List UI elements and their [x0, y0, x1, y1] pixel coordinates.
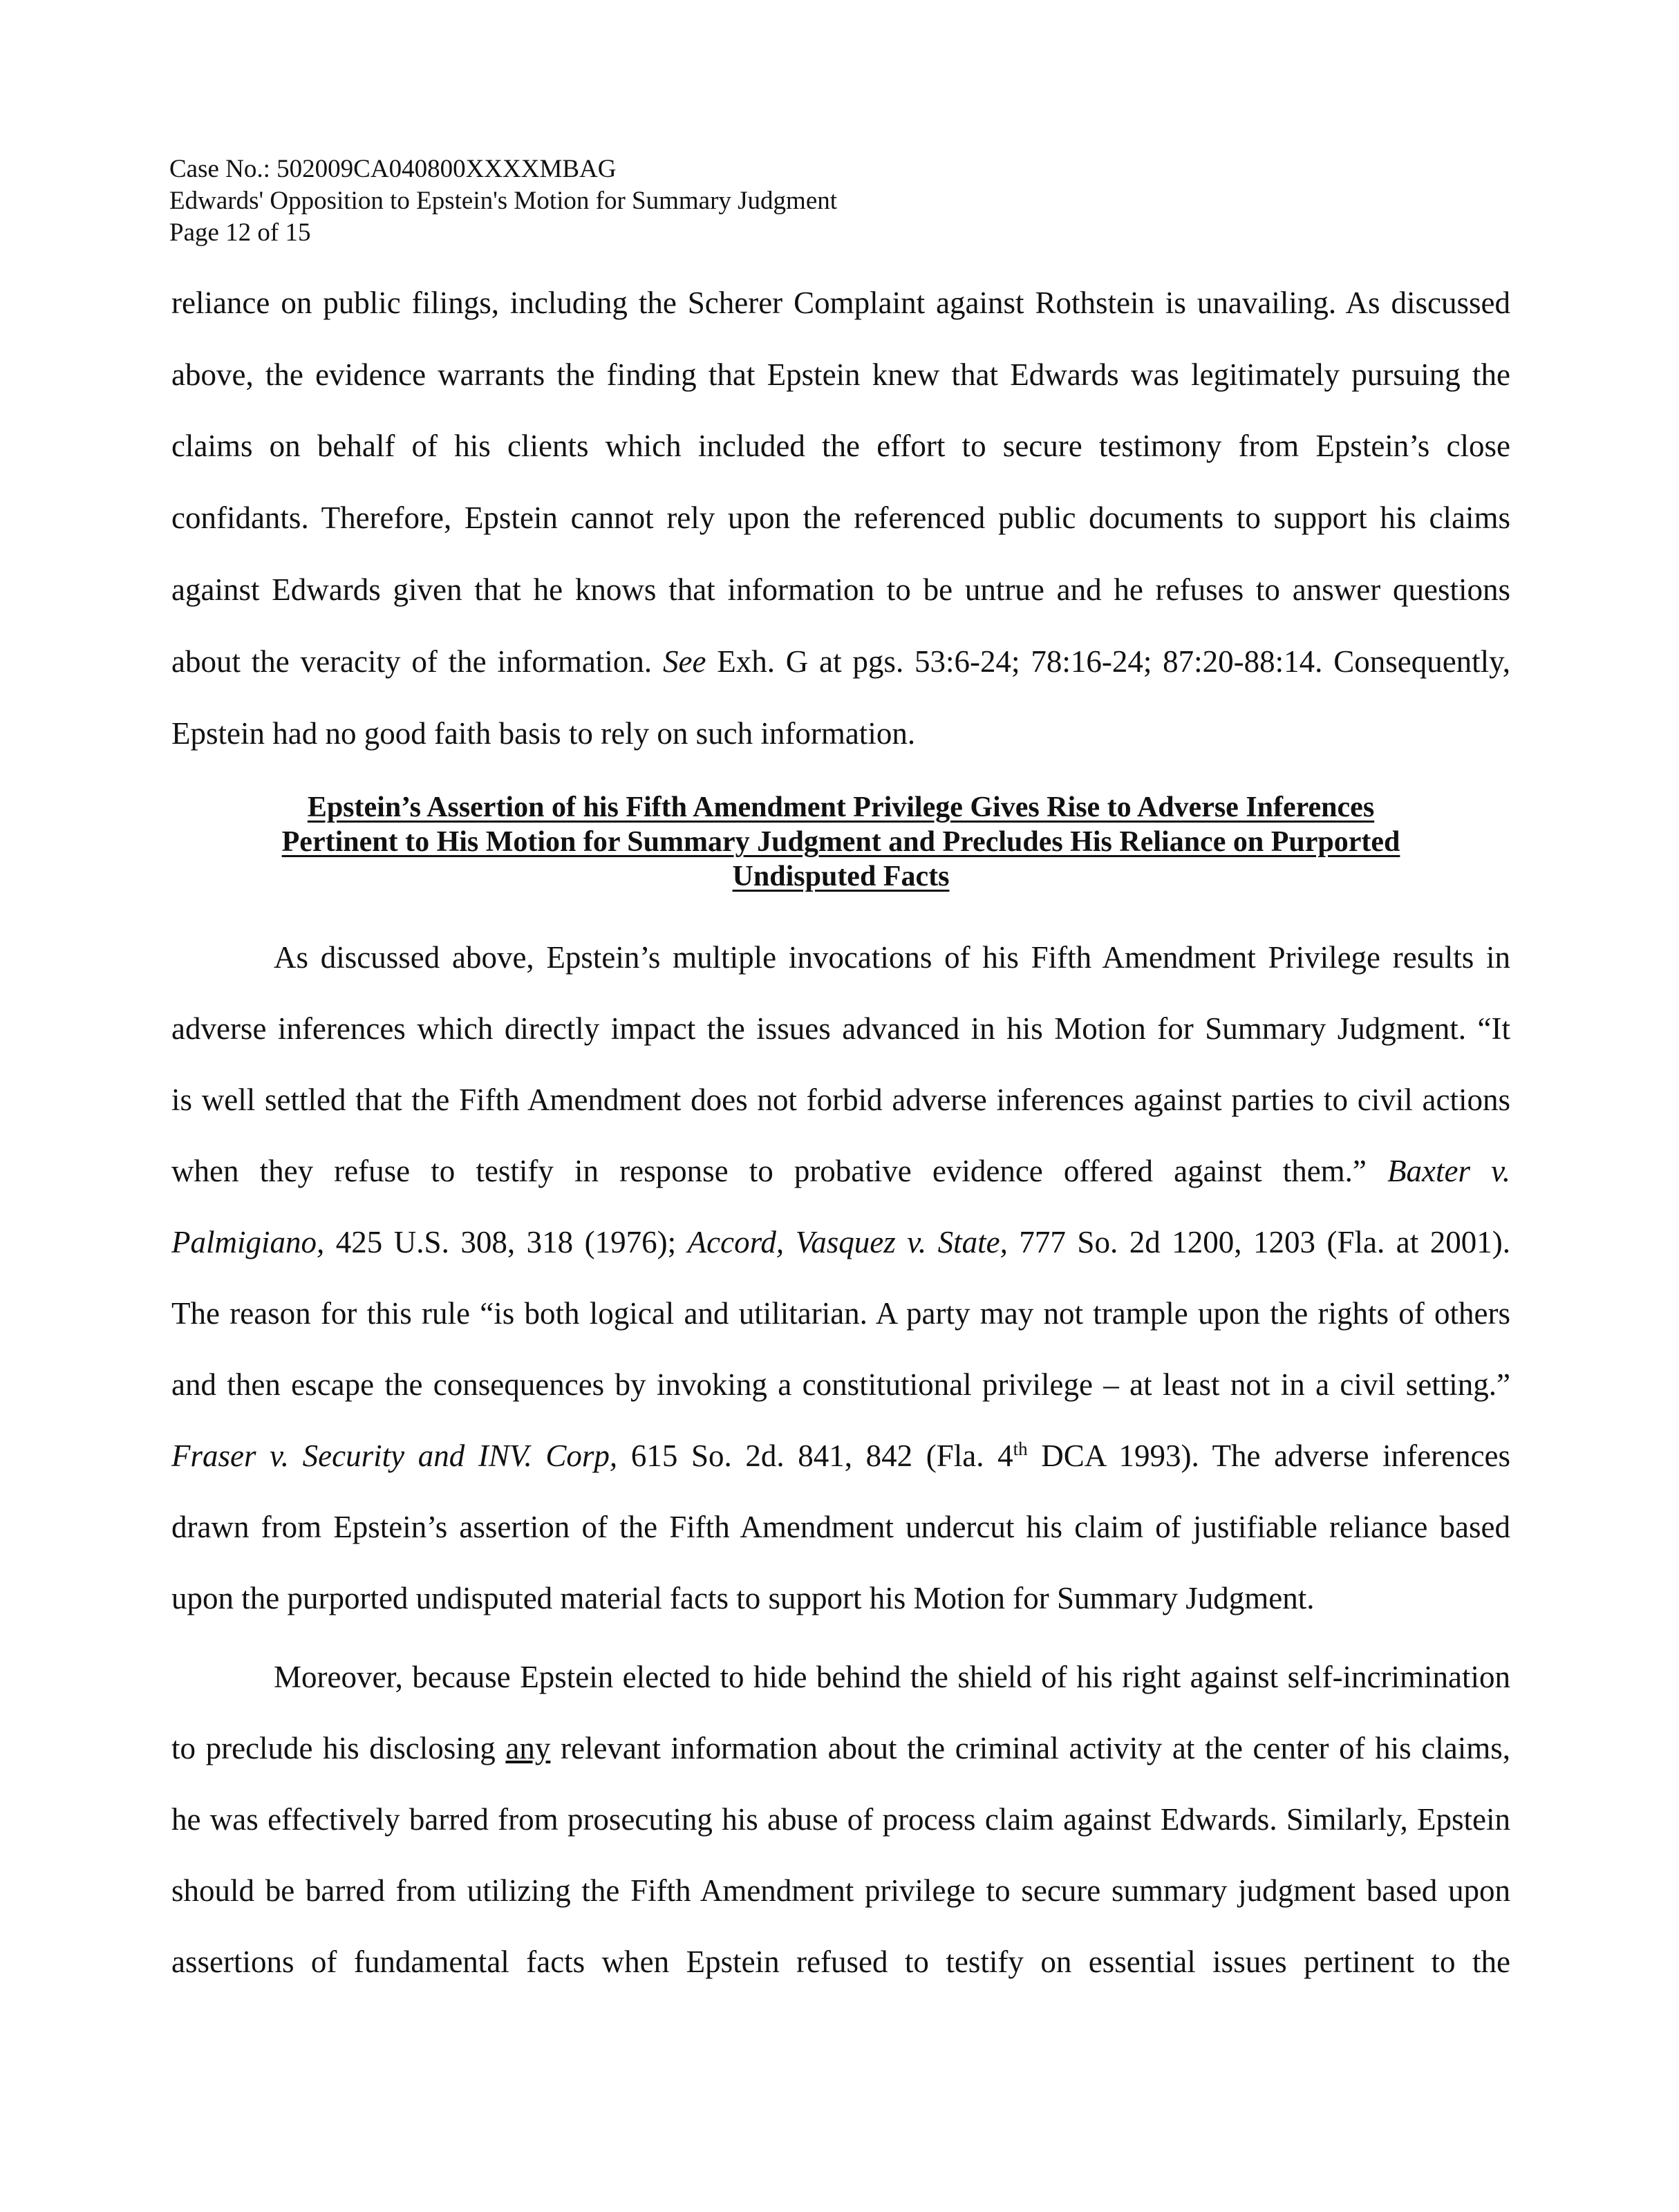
para3-line2-text-b: relevant information about the criminal activity at the center of his claims, [561, 1731, 1511, 1765]
para2-line3: is well settled that the Fifth Amendment does not forbid adverse inferences against parties to civil actions [171, 1082, 1510, 1117]
para1-line1: reliance on public filings, including the Scherer Complaint against Rothstein is unavailing. As discussed [171, 285, 1510, 320]
para2-line7: and then escape the consequences by invoking a constitutional privilege – at least not in a civil setting.” [171, 1367, 1510, 1402]
para2-line8-text: DCA 1993). The adverse inferences [1041, 1438, 1511, 1473]
para2-line10: upon the purported undisputed material facts to support his Motion for Summary Judgment. [171, 1581, 1315, 1615]
para2-line4 [171, 1152, 1510, 1190]
para2-line6: The reason for this rule “is both logical and utilitarian. A party may not trample upon the rights of others [171, 1296, 1510, 1331]
section-heading-line3 [171, 859, 1510, 894]
citation-fraser-text: 615 So. 2d. 841, 842 (Fla. 4 [630, 1438, 1013, 1473]
case-name-fraser: Fraser v. Security and INV. Corp, [171, 1438, 618, 1473]
section-heading-line1 [171, 790, 1510, 825]
section-heading-line1-text: Epstein’s Assertion of his Fifth Amendment Privilege Gives Rise to Adverse Inferences [307, 791, 1375, 823]
citation-fraser [631, 1438, 1028, 1473]
para3-line2 [171, 1729, 1510, 1768]
para3-line3: he was effectively barred from prosecuting his abuse of process claim against Edwards. Similarly, Epstein [171, 1802, 1510, 1837]
ordinal-suffix: th [1013, 1438, 1028, 1459]
page-header [169, 153, 837, 249]
section-heading-line3-text: Undisputed Facts [732, 861, 950, 892]
section-heading-line2 [171, 825, 1510, 859]
para1-line6-text-b: Exh. G at pgs. 53:6-24; 78:16-24; 87:20-88:14. Consequently, [717, 644, 1511, 679]
citation-vasquez: 777 So. 2d 1200, 1203 (Fla. at 2001). [1019, 1225, 1511, 1259]
citation-signal-see: See [662, 644, 706, 679]
para3-line2-text-a: to preclude his disclosing [171, 1731, 496, 1765]
document-title: Edwards' Opposition to Epstein's Motion for Summary Judgment [169, 187, 838, 215]
case-number: Case No.: 502009CA040800XXXXMBAG [169, 155, 617, 183]
case-name-baxter: Baxter v. [1387, 1154, 1510, 1188]
para2-line8 [171, 1436, 1510, 1475]
para1-line6-text-a: about the veracity of the information. [171, 644, 653, 679]
para2-line2: adverse inferences which directly impact the issues advanced in his Motion for Summary Judgment. “It [171, 1011, 1510, 1046]
emphasis-any: any [505, 1731, 551, 1765]
para1-line7: Epstein had no good faith basis to rely on such information. [171, 716, 916, 751]
para2-line4-text: when they refuse to testify in response to probative evidence offered against them.” [171, 1154, 1367, 1188]
page-number: Page 12 of 15 [169, 218, 311, 247]
para2-line9: drawn from Epstein’s assertion of the Fifth Amendment undercut his claim of justifiable reliance based [171, 1510, 1510, 1544]
para1-line6 [171, 642, 1510, 681]
para3-line5: assertions of fundamental facts when Epstein refused to testify on essential issues pertinent to the [171, 1944, 1510, 1979]
citation-palmigiano: 425 U.S. 308, 318 (1976); [335, 1225, 677, 1259]
case-name-vasquez: Accord, Vasquez v. State, [687, 1225, 1008, 1259]
case-name-palmigiano: Palmigiano, [171, 1225, 325, 1259]
para2-line5 [171, 1223, 1510, 1262]
para3-line4: should be barred from utilizing the Fifth Amendment privilege to secure summary judgment based upon [171, 1873, 1510, 1908]
para1-line4: confidants. Therefore, Epstein cannot rely upon the referenced public documents to support his claims [171, 500, 1510, 535]
para3-line1: Moreover, because Epstein elected to hide behind the shield of his right against self-incrimination [274, 1660, 1510, 1694]
para2-line1: As discussed above, Epstein’s multiple invocations of his Fifth Amendment Privilege results in [274, 940, 1510, 975]
para1-line2: above, the evidence warrants the finding that Epstein knew that Edwards was legitimately pursuing the [171, 357, 1510, 392]
para1-line3: claims on behalf of his clients which included the effort to secure testimony from Epstein’s close [171, 429, 1510, 463]
section-heading-line2-text: Pertinent to His Motion for Summary Judgment and Precludes His Reliance on Purported [281, 826, 1400, 858]
para1-line5: against Edwards given that he knows that information to be untrue and he refuses to answer questions [171, 572, 1510, 607]
